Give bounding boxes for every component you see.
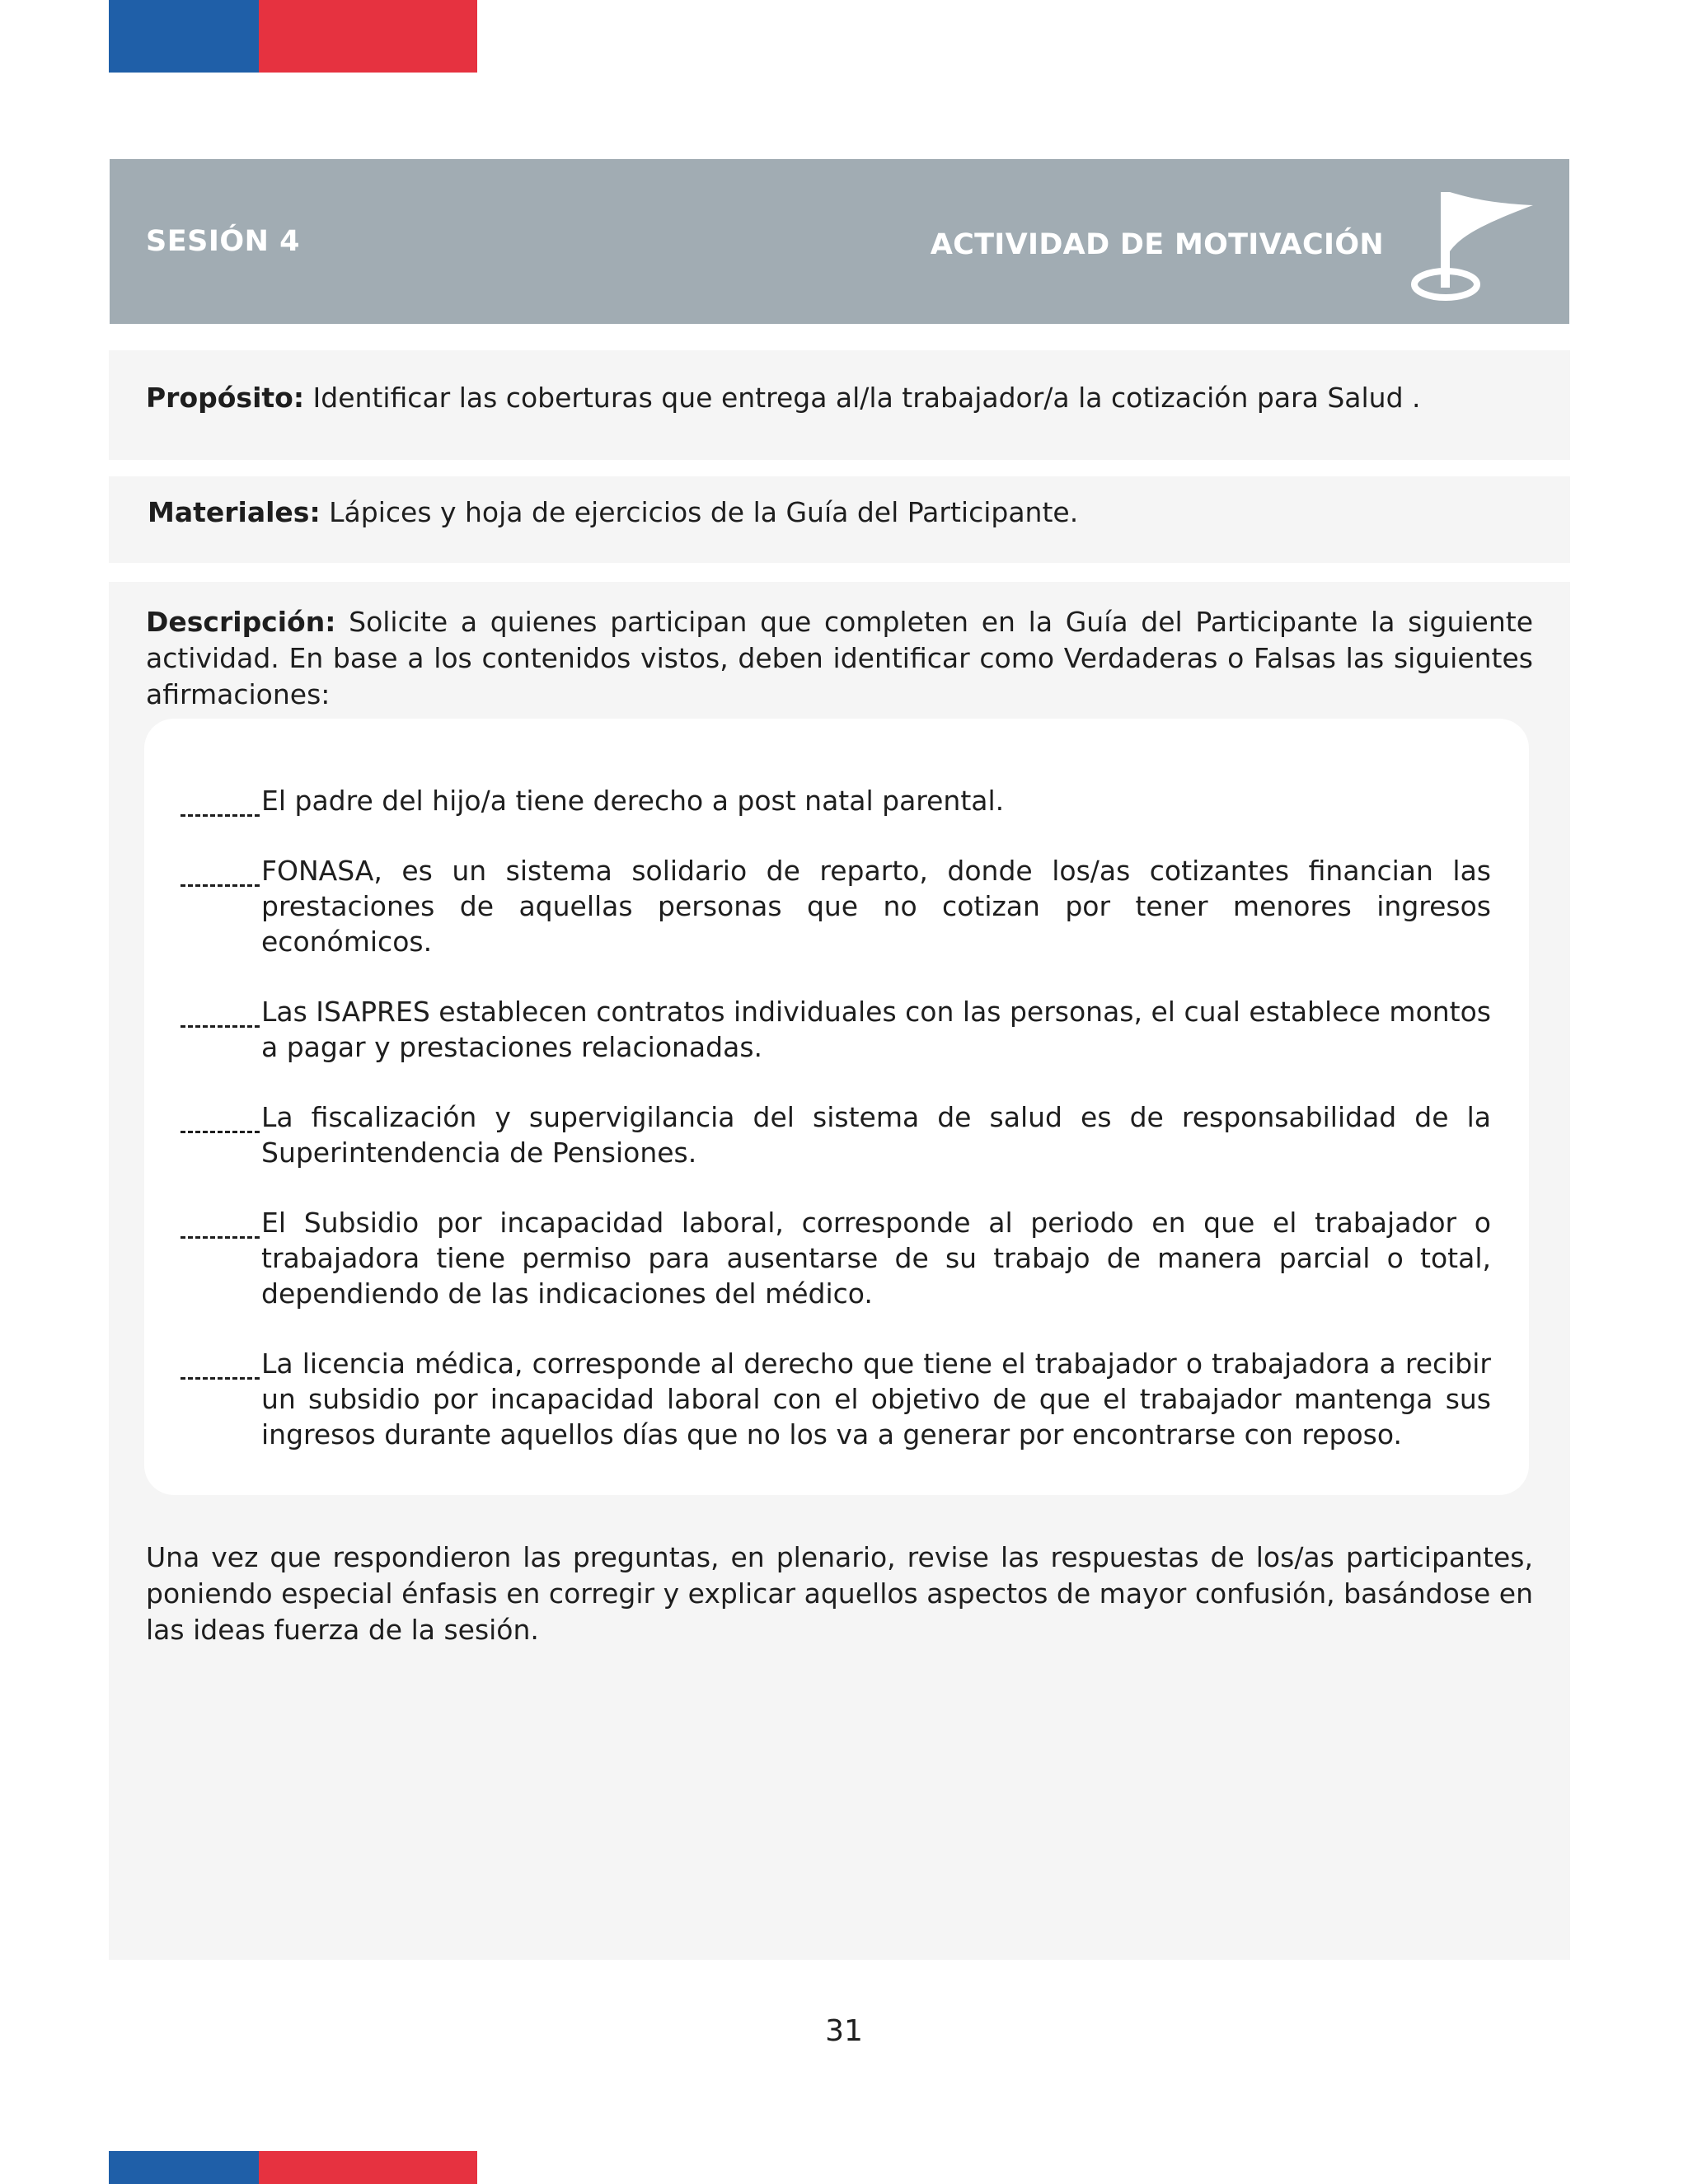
statement-text: La licencia médica, corresponde al derecho que tiene el trabajador o trabajadora a recibir un subsidio por incapacidad laboral con el objetivo de que el trabajador mantenga sus ingresos durante aquellos días que no los va a generar por encontrarse con reposo. xyxy=(261,1347,1491,1451)
purpose-box xyxy=(109,350,1570,460)
flag-bar-blue xyxy=(109,0,259,73)
answer-blank[interactable] xyxy=(181,783,260,817)
answer-blank[interactable] xyxy=(181,1205,260,1239)
statement-item xyxy=(181,1099,1491,1170)
purpose-label: Propósito: xyxy=(146,382,305,414)
flag-bar-blue xyxy=(109,2151,259,2184)
answer-blank[interactable] xyxy=(181,1346,260,1380)
statement-text: El Subsidio por incapacidad laboral, corresponde al periodo en que el trabajador o trabajadora tiene permiso para ausentarse de su trabajo de manera parcial o total, dependiendo de las indicaciones del médico. xyxy=(261,1207,1491,1310)
activity-header xyxy=(110,159,1569,324)
statement-item xyxy=(181,853,1491,959)
statements-list xyxy=(181,783,1491,1487)
statement-item xyxy=(181,783,1491,818)
statement-text: Las ISAPRES establecen contratos individuales con las personas, el cual establece montos a pagar y prestaciones relacionadas. xyxy=(261,996,1491,1063)
description-box xyxy=(109,582,1570,1960)
statement-item xyxy=(181,994,1491,1065)
page-number: 31 xyxy=(825,2014,863,2048)
materials-label: Materiales: xyxy=(148,496,321,528)
statement-text: La fiscalización y supervigilancia del sistema de salud es de responsabilidad de la Superintendencia de Pensiones. xyxy=(261,1101,1491,1169)
materials-text: Lápices y hoja de ejercicios de la Guía del Participante. xyxy=(320,496,1079,528)
statement-item xyxy=(181,1205,1491,1311)
top-flag-bar xyxy=(109,0,477,73)
statements-card xyxy=(144,719,1529,1495)
statement-text: FONASA, es un sistema solidario de reparto, donde los/as cotizantes financian las prestaciones de aquellas personas que no cotizan por tener menores ingresos económicos. xyxy=(261,855,1491,958)
materials-line xyxy=(148,494,1078,531)
flag-icon xyxy=(1409,187,1533,302)
description-paragraph xyxy=(146,604,1533,713)
answer-blank[interactable] xyxy=(181,1099,260,1133)
statement-text: El padre del hijo/a tiene derecho a post natal parental. xyxy=(261,785,1005,817)
purpose-line xyxy=(146,380,1421,416)
activity-title: ACTIVIDAD DE MOTIVACIÓN xyxy=(930,228,1384,261)
flag-bar-red xyxy=(259,2151,477,2184)
description-label: Descripción: xyxy=(146,606,336,638)
closing-paragraph: Una vez que respondieron las preguntas, en plenario, revise las respuestas de los/as participantes, poniendo especial énfasis en corregir y explicar aquellos aspectos de mayor confusión, basándose en las ideas fuerza de la sesión. xyxy=(146,1541,1533,1646)
answer-blank[interactable] xyxy=(181,994,260,1028)
materials-box xyxy=(109,476,1570,563)
answer-blank[interactable] xyxy=(181,853,260,887)
session-title: SESIÓN 4 xyxy=(146,225,300,258)
flag-bar-red xyxy=(259,0,477,73)
description-text: Solicite a quienes participan que completen en la Guía del Participante la siguiente actividad. En base a los contenidos vistos, deben identificar como Verdaderas o Falsas las siguientes afirmaciones: xyxy=(146,606,1533,710)
bottom-flag-bar xyxy=(109,2151,477,2184)
purpose-text: Identificar las coberturas que entrega al/la trabajador/a la cotización para Salud . xyxy=(304,382,1421,414)
statement-item xyxy=(181,1346,1491,1452)
